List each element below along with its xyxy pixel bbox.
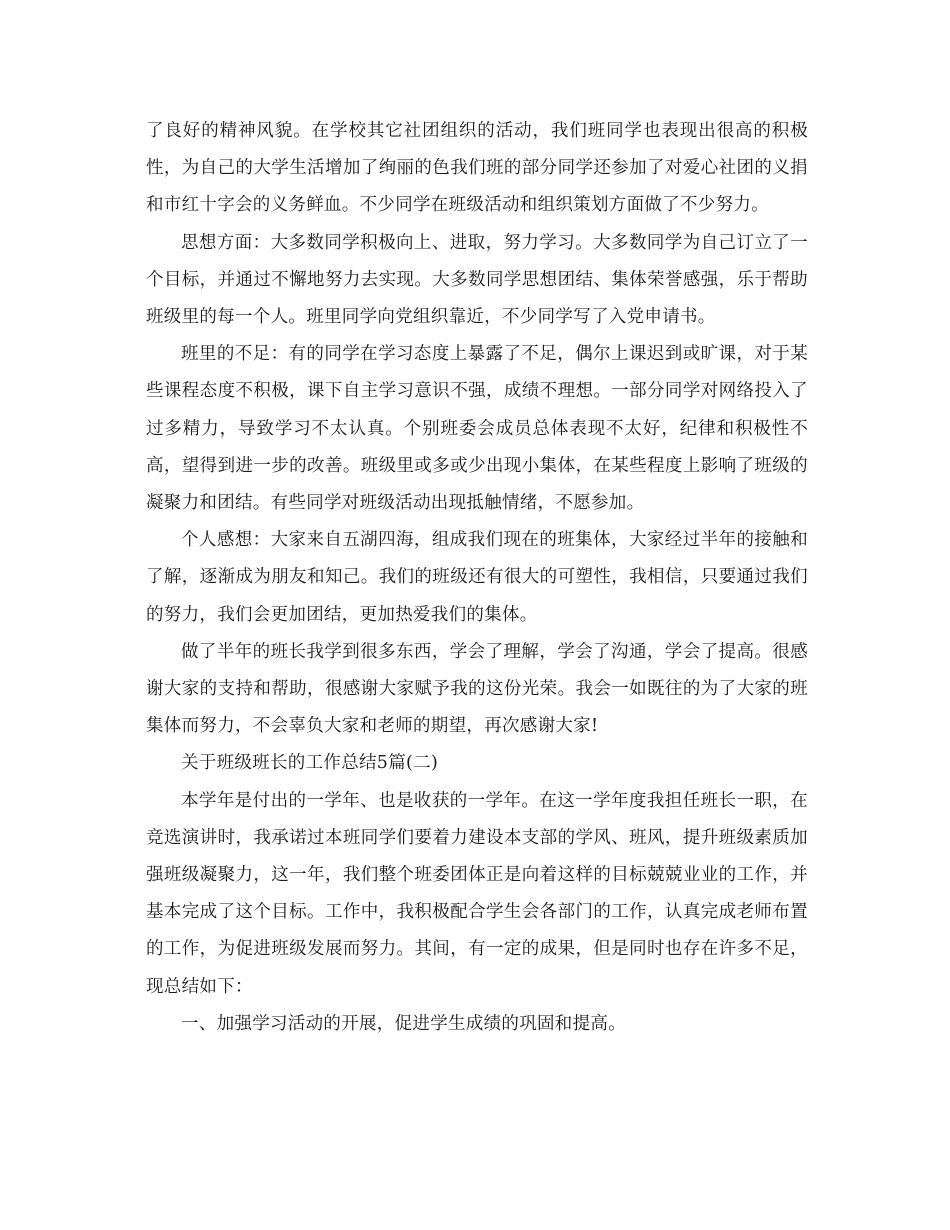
paragraph-thanks: 做了半年的班长我学到很多东西，学会了理解，学会了沟通，学会了提高。很感谢大家的支持和帮助，很感谢大家赋予我的这份光荣。我会一如既往的为了大家的班集体而努力，不会辜负大家和老师的期望，再次感谢大家!: [146, 641, 808, 737]
paragraph-personal-feelings: 个人感想：大家来自五湖四海，组成我们现在的班集体，大家经过半年的接触和了解，逐渐成为朋友和知己。我们的班级还有很大的可塑性，我相信，只要通过我们的努力，我们会更加团结，更加热爱我们的集体。: [146, 530, 808, 625]
paragraph-year-summary: 本学年是付出的一学年、也是收获的一学年。在这一学年度我担任班长一职，在竞选演讲时，我承诺过本班同学们要着力建设本支部的学风、班风，提升班级素质加强班级凝聚力，这一年，我们整个班委团体正是向着这样的目标兢兢业业的工作，并基本完成了这个目标。工作中，我积极配合学生会各部门的工作，认真完成老师布置的工作，为促进班级发展而努力。其间，有一定的成果，但是同时也存在许多不足，现总结如下：: [146, 790, 808, 997]
section-heading: 关于班级班长的工作总结5篇(二): [181, 753, 439, 774]
paragraph-shortcomings: 班里的不足：有的同学在学习态度上暴露了不足，偶尔上课迟到或旷课，对于某些课程态度不积极，课下自主学习意识不强，成绩不理想。一部分同学对网络投入了过多精力，导致学习不太认真。个别班委会成员总体表现不太好，纪律和积极性不高，望得到进一步的改善。班级里或多或少出现小集体，在某些程度上影响了班级的凝聚力和团结。有些同学对班级活动出现抵触情绪，不愿参加。: [146, 344, 808, 514]
paragraph-1: 了良好的精神风貌。在学校其它社团组织的活动，我们班同学也表现出很高的积极性，为自己的大学生活增加了绚丽的色我们班的部分同学还参加了对爱心社团的义捐和市红十字会的义务鲜血。不少同学在班级活动和组织策划方面做了不少努力。: [146, 121, 808, 216]
paragraph-thoughts: 思想方面：大多数同学积极向上、进取，努力学习。大多数同学为自己订立了一个目标，并通过不懈地努力去实现。大多数同学思想团结、集体荣誉感强，乐于帮助班级里的每一个人。班里同学向党组织靠近，不少同学写了入党申请书。: [146, 232, 808, 328]
paragraph-point-one: 一、加强学习活动的开展，促进学生成绩的巩固和提高。: [181, 1013, 626, 1034]
document-body: [146, 113, 808, 1043]
